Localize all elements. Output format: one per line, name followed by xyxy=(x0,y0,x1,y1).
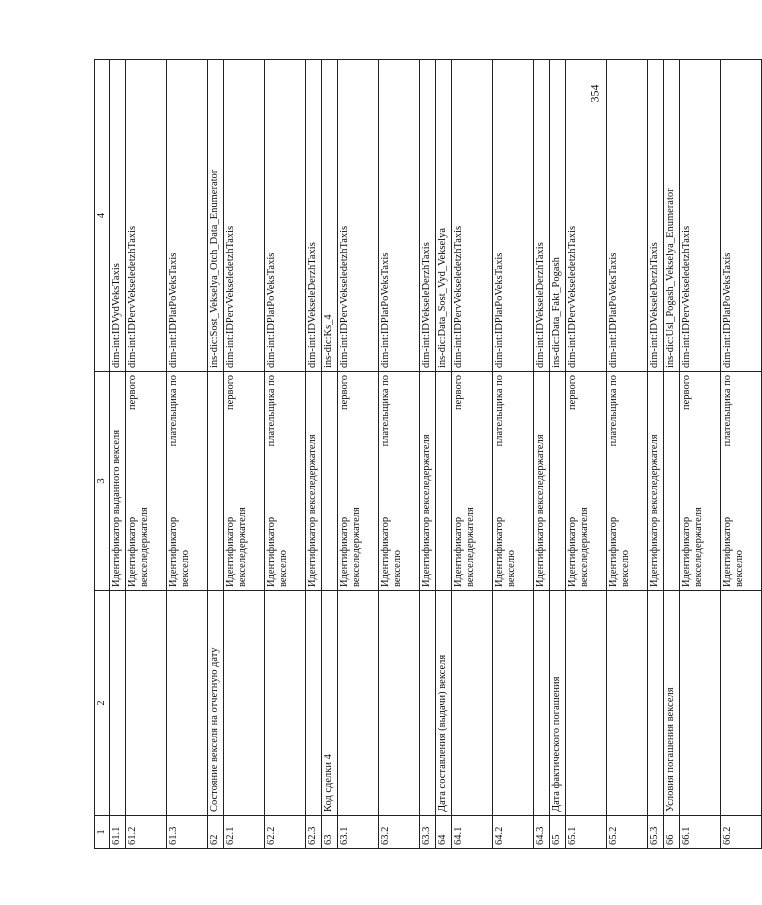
table-row xyxy=(648,60,664,849)
dimension-name-line1 xyxy=(225,375,237,587)
indicator-name xyxy=(110,591,126,816)
taxonomy-code: dim-int:IDPervVekseledetzhTaxis xyxy=(452,60,493,372)
dimension-name-line1 xyxy=(722,375,734,587)
indicator-name xyxy=(167,591,208,816)
indicator-name xyxy=(534,591,550,816)
table-row xyxy=(420,60,436,849)
indicator-name xyxy=(566,591,607,816)
dimension-name-part-b: первого xyxy=(681,375,692,410)
indicator-name xyxy=(607,591,648,816)
taxonomy-code: dim-int:IDVekseleDerzhTaxis xyxy=(534,60,550,372)
dimension-name-line1 xyxy=(608,375,620,587)
dimension-name-line1 xyxy=(380,375,392,587)
taxonomy-code: ins-dic:Usl_Pogash_Vekselya_Enumerator xyxy=(664,60,680,372)
dimension-name xyxy=(493,372,534,591)
dimension-name-line2: векселедержателя xyxy=(351,507,362,587)
header-col-3: 3 xyxy=(95,372,110,591)
dimension-name-line1 xyxy=(681,375,693,587)
indicator-name xyxy=(680,591,721,816)
row-number: 66.2 xyxy=(721,816,762,849)
table-row xyxy=(322,60,338,849)
dimension-name-part-b: плательщика по xyxy=(266,375,277,447)
dimension-name: Идентификатор векселедержателя xyxy=(648,372,664,591)
indicator-name xyxy=(306,591,322,816)
taxonomy-code: dim-int:IDPlatPoVeksTaxis xyxy=(379,60,420,372)
row-number: 63.2 xyxy=(379,816,420,849)
row-number: 63.3 xyxy=(420,816,436,849)
dimension-name-line1 xyxy=(266,375,278,587)
dimension-name xyxy=(167,372,208,591)
taxonomy-code: dim-int:IDPervVekseledetzhTaxis xyxy=(126,60,167,372)
table-row xyxy=(493,60,534,849)
taxonomy-code: dim-int:IDVekseleDerzhTaxis xyxy=(420,60,436,372)
dimension-name-part-b: плательщика по xyxy=(494,375,505,447)
dimension-name-part-a: Идентификатор xyxy=(722,516,733,587)
indicator-name xyxy=(493,591,534,816)
dimension-name-line1 xyxy=(339,375,351,587)
dimension-name-part-a: Идентификатор xyxy=(494,516,505,587)
dimension-name-line1 xyxy=(494,375,506,587)
dimension-name-part-a: Идентификатор xyxy=(168,516,179,587)
dimension-name-line2: векселедержателя xyxy=(579,507,590,587)
dimension-name-part-a: Идентификатор xyxy=(127,516,138,587)
dimension-name-line2: векселю xyxy=(180,550,191,587)
header-col-4: 4 xyxy=(95,60,110,372)
row-number: 62.2 xyxy=(265,816,306,849)
dimension-name xyxy=(550,372,566,591)
dimension-name-part-a: Идентификатор xyxy=(608,516,619,587)
row-number: 65.1 xyxy=(566,816,607,849)
dimension-name xyxy=(338,372,379,591)
table-row xyxy=(167,60,208,849)
table-header-row xyxy=(95,60,110,849)
dimension-name-part-b: первого xyxy=(567,375,578,410)
table-row xyxy=(110,60,126,849)
indicator-name: Дата составления (выдачи) векселя xyxy=(436,591,452,816)
indicator-name xyxy=(338,591,379,816)
indicator-name xyxy=(126,591,167,816)
taxonomy-code: ins-dic:Sost_Vekselya_Otch_Data_Enumerator xyxy=(208,60,224,372)
dimension-name-part-a: Идентификатор xyxy=(681,516,692,587)
dimension-name-part-b: первого xyxy=(339,375,350,410)
table-row xyxy=(436,60,452,849)
dimension-name xyxy=(721,372,762,591)
data-table xyxy=(94,59,762,849)
indicator-name xyxy=(420,591,436,816)
row-number: 64.3 xyxy=(534,816,550,849)
table-row xyxy=(379,60,420,849)
indicator-name xyxy=(224,591,265,816)
dimension-name-line1 xyxy=(567,375,579,587)
table-row xyxy=(607,60,648,849)
taxonomy-code: ins-dic:Data_Fakt_Pogash xyxy=(550,60,566,372)
row-number: 61.3 xyxy=(167,816,208,849)
taxonomy-code: ins-dic:Ks_4 xyxy=(322,60,338,372)
dimension-name-line2: векселю xyxy=(734,550,745,587)
indicator-name xyxy=(379,591,420,816)
dimension-name xyxy=(224,372,265,591)
dimension-name-part-b: плательщика по xyxy=(168,375,179,447)
row-number: 64.2 xyxy=(493,816,534,849)
indicator-name: Состояние векселя на отчетную дату xyxy=(208,591,224,816)
dimension-name-line2: векселю xyxy=(392,550,403,587)
dimension-name-part-b: плательщика по xyxy=(722,375,733,447)
taxonomy-code: dim-int:IDPervVekseledetzhTaxis xyxy=(566,60,607,372)
row-number: 65.3 xyxy=(648,816,664,849)
taxonomy-code: dim-int:IDPlatPoVeksTaxis xyxy=(607,60,648,372)
dimension-name-part-a: Идентификатор xyxy=(453,516,464,587)
dimension-name: Идентификатор векселедержателя xyxy=(420,372,436,591)
header-col-2: 2 xyxy=(95,591,110,816)
indicator-name: Код сделки 4 xyxy=(322,591,338,816)
indicator-name xyxy=(721,591,762,816)
taxonomy-code: dim-int:IDVekseleDerzhTaxis xyxy=(306,60,322,372)
table-row xyxy=(338,60,379,849)
dimension-name-part-a: Идентификатор xyxy=(380,516,391,587)
dimension-name-line1 xyxy=(453,375,465,587)
taxonomy-code: dim-int:IDVekseleDerzhTaxis xyxy=(648,60,664,372)
dimension-name-line2: векселедержателя xyxy=(237,507,248,587)
dimension-name-part-a: Идентификатор xyxy=(266,516,277,587)
table-row xyxy=(664,60,680,849)
dimension-name-part-b: плательщика по xyxy=(608,375,619,447)
dimension-name-line2: векселю xyxy=(620,550,631,587)
dimension-name xyxy=(566,372,607,591)
taxonomy-code: dim-int:IDPervVekseledetzhTaxis xyxy=(338,60,379,372)
table-row xyxy=(566,60,607,849)
indicator-name xyxy=(265,591,306,816)
indicator-name: Условия погашения векселя xyxy=(664,591,680,816)
row-number: 63.1 xyxy=(338,816,379,849)
row-number: 61.1 xyxy=(110,816,126,849)
page-number: 354 xyxy=(587,84,602,103)
indicator-name: Дата фактического погашения xyxy=(550,591,566,816)
table-row xyxy=(265,60,306,849)
taxonomy-code: dim-int:IDPlatPoVeksTaxis xyxy=(167,60,208,372)
row-number: 64 xyxy=(436,816,452,849)
dimension-name-part-a: Идентификатор xyxy=(567,516,578,587)
dimension-name-line2: векселедержателя xyxy=(465,507,476,587)
dimension-name xyxy=(379,372,420,591)
table-row xyxy=(721,60,762,849)
dimension-name xyxy=(436,372,452,591)
table-row xyxy=(224,60,265,849)
indicator-name xyxy=(648,591,664,816)
dimension-name-line1 xyxy=(127,375,139,587)
dimension-name xyxy=(208,372,224,591)
dimension-name xyxy=(452,372,493,591)
row-number: 66 xyxy=(664,816,680,849)
table-row xyxy=(680,60,721,849)
row-number: 65.2 xyxy=(607,816,648,849)
table-row xyxy=(550,60,566,849)
taxonomy-code: dim-int:IDPervVekseledetzhTaxis xyxy=(224,60,265,372)
table-row xyxy=(452,60,493,849)
taxonomy-code: ins-dic:Data_Sost_Vyd_Vekselya xyxy=(436,60,452,372)
dimension-name xyxy=(126,372,167,591)
dimension-name: Идентификатор векселедержателя xyxy=(306,372,322,591)
dimension-name-part-b: плательщика по xyxy=(380,375,391,447)
taxonomy-code: dim-int:IDPlatPoVeksTaxis xyxy=(493,60,534,372)
header-col-1: 1 xyxy=(95,816,110,849)
table-row xyxy=(208,60,224,849)
dimension-name-line1 xyxy=(168,375,180,587)
dimension-name xyxy=(322,372,338,591)
dimension-name-part-a: Идентификатор xyxy=(225,516,236,587)
dimension-name-part-b: первого xyxy=(225,375,236,410)
row-number: 63 xyxy=(322,816,338,849)
row-number: 65 xyxy=(550,816,566,849)
dimension-name-part-a: Идентификатор xyxy=(339,516,350,587)
dimension-name-line2: векселю xyxy=(278,550,289,587)
table-row xyxy=(534,60,550,849)
taxonomy-code: dim-int:IDPervVekseledetzhTaxis xyxy=(680,60,721,372)
row-number: 62.3 xyxy=(306,816,322,849)
row-number: 62.1 xyxy=(224,816,265,849)
dimension-name: Идентификатор векселедержателя xyxy=(534,372,550,591)
dimension-name xyxy=(680,372,721,591)
dimension-name xyxy=(607,372,648,591)
taxonomy-code: dim-int:IDPlatPoVeksTaxis xyxy=(265,60,306,372)
row-number: 66.1 xyxy=(680,816,721,849)
row-number: 61.2 xyxy=(126,816,167,849)
indicator-name xyxy=(452,591,493,816)
dimension-name xyxy=(664,372,680,591)
taxonomy-code: dim-int:IDVydVeksTaxis xyxy=(110,60,126,372)
dimension-name-part-b: первого xyxy=(453,375,464,410)
dimension-name-line2: векселедержателя xyxy=(693,507,704,587)
table-row xyxy=(126,60,167,849)
dimension-name-part-b: первого xyxy=(127,375,138,410)
taxonomy-code: dim-int:IDPlatPoVeksTaxis xyxy=(721,60,762,372)
dimension-name xyxy=(265,372,306,591)
dimension-name-line2: векселедержателя xyxy=(139,507,150,587)
dimension-name: Идентификатор выданного векселя xyxy=(110,372,126,591)
row-number: 64.1 xyxy=(452,816,493,849)
dimension-name-line2: векселю xyxy=(506,550,517,587)
row-number: 62 xyxy=(208,816,224,849)
table-row xyxy=(306,60,322,849)
